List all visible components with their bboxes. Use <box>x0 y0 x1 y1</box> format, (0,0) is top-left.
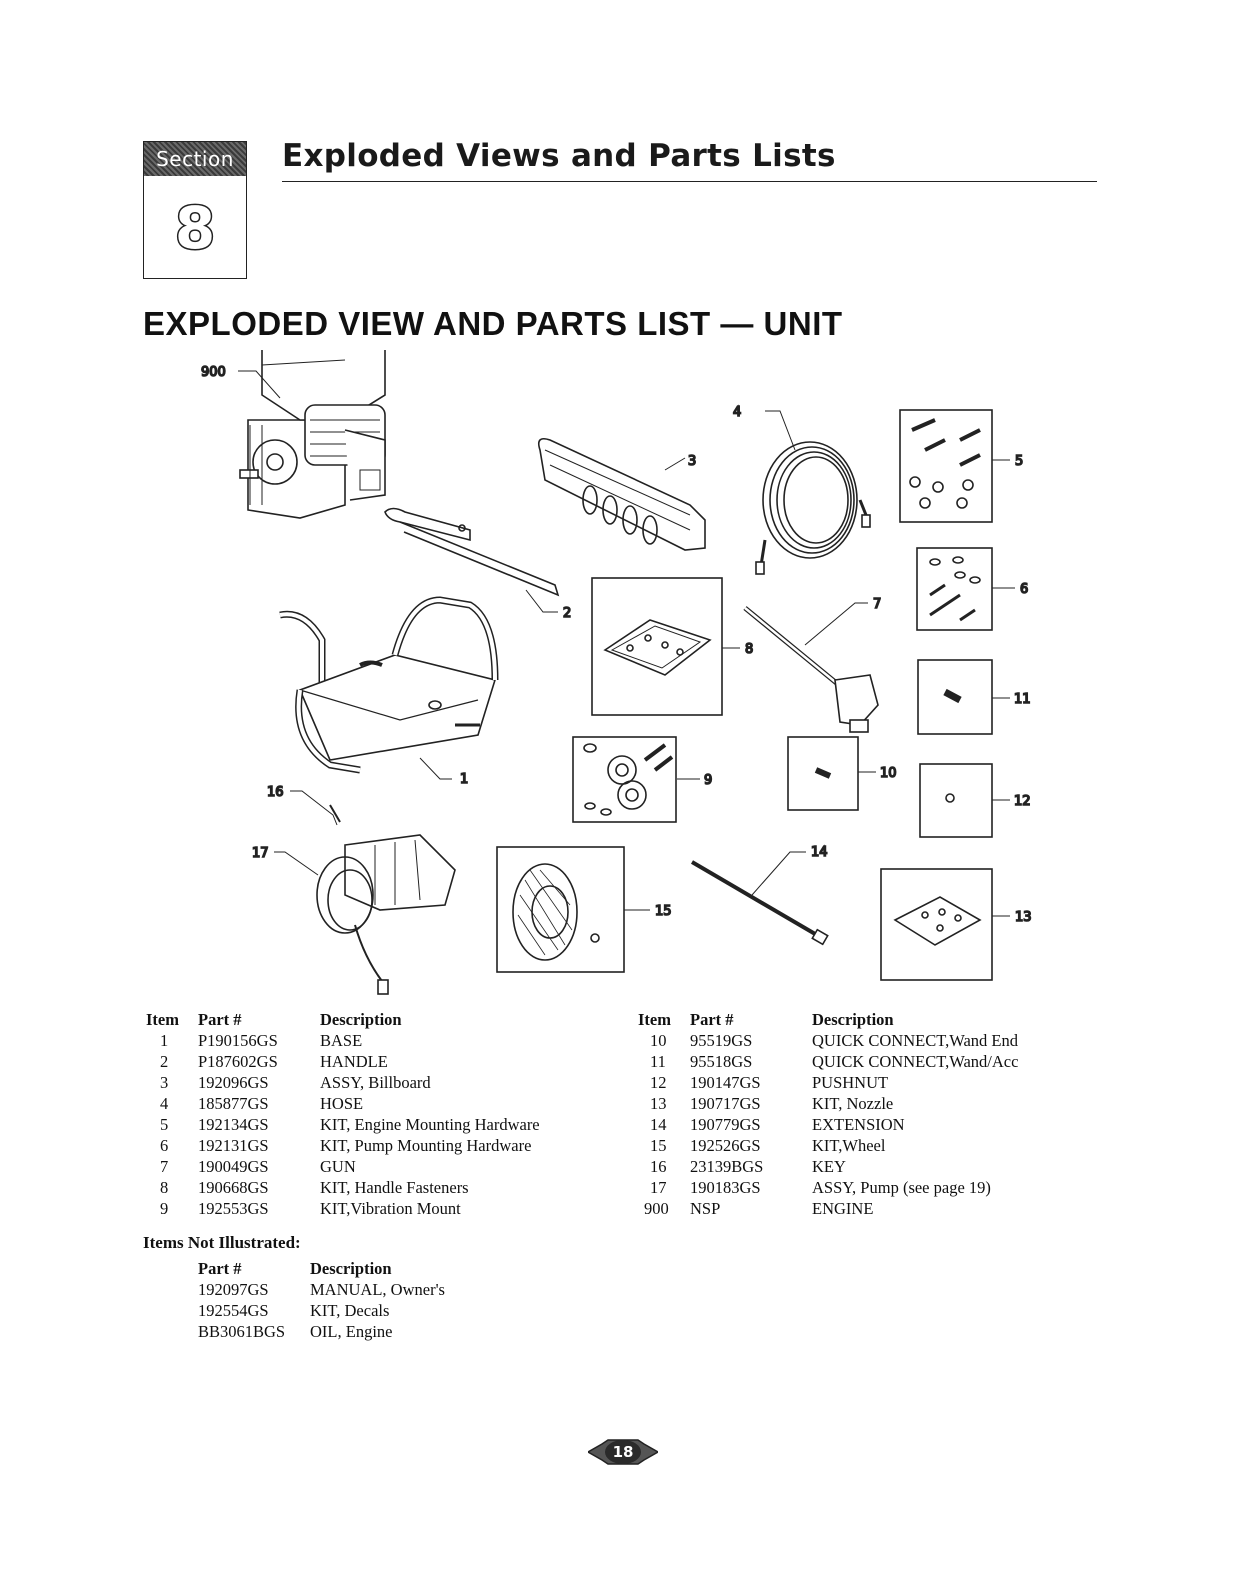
part-description: KIT,Wheel <box>812 1136 886 1155</box>
section-tab-label: Section <box>144 142 246 176</box>
callout-2: 2 <box>563 606 572 621</box>
page-title: EXPLODED VIEW AND PARTS LIST — UNIT <box>143 305 843 342</box>
part-description: KIT, Nozzle <box>812 1094 894 1113</box>
hose-illustration <box>756 442 870 574</box>
part-description: KIT, Decals <box>310 1301 390 1320</box>
exploded-view-diagram <box>0 350 1245 1010</box>
part-number: 192134GS <box>198 1115 269 1134</box>
item-number: 1 <box>160 1031 169 1050</box>
item-number: 2 <box>160 1052 169 1071</box>
part-description: ASSY, Billboard <box>320 1073 431 1092</box>
part-number: 190717GS <box>690 1094 761 1113</box>
part-description: MANUAL, Owner's <box>310 1280 445 1299</box>
callout-3: 3 <box>688 454 697 469</box>
item-number: 13 <box>650 1094 667 1113</box>
part-description: EXTENSION <box>812 1115 905 1134</box>
item-number: 11 <box>650 1052 666 1071</box>
header-item: Item <box>146 1010 179 1029</box>
pushnut-box <box>920 764 992 837</box>
part-number: 95519GS <box>690 1031 753 1050</box>
billboard-illustration <box>539 439 705 550</box>
part-description: PUSHNUT <box>812 1073 889 1092</box>
part-description: ASSY, Pump (see page 19) <box>812 1178 991 1197</box>
part-description: HANDLE <box>320 1052 388 1071</box>
part-description: KIT,Vibration Mount <box>320 1199 461 1218</box>
part-description: GUN <box>320 1157 356 1176</box>
header-part: Part # <box>198 1010 242 1029</box>
callout-4: 4 <box>733 405 742 420</box>
pump-illustration <box>317 805 455 994</box>
base-illustration <box>280 600 495 770</box>
header-part: Part # <box>690 1010 734 1029</box>
header-part: Part # <box>198 1259 242 1278</box>
part-number: 192553GS <box>198 1199 269 1218</box>
gun-illustration <box>745 608 878 732</box>
quick-connect-wand-end-box <box>788 737 858 810</box>
part-number: 190668GS <box>198 1178 269 1197</box>
page-header-title: Exploded Views and Parts Lists <box>282 138 836 174</box>
item-number: 6 <box>160 1136 169 1155</box>
engine-illustration <box>240 350 385 518</box>
item-number: 4 <box>160 1094 169 1113</box>
item-number: 3 <box>160 1073 169 1092</box>
table-header-row <box>0 1010 640 1031</box>
section-badge <box>143 141 247 279</box>
item-number: 900 <box>644 1199 669 1218</box>
wheel-kit-box <box>497 847 624 972</box>
header-description: Description <box>310 1259 392 1278</box>
page-number: 18 <box>612 1443 634 1461</box>
part-number: 95518GS <box>690 1052 753 1071</box>
callout-14: 14 <box>811 845 828 860</box>
callout-9: 9 <box>704 773 713 788</box>
part-description: QUICK CONNECT,Wand End <box>812 1031 1018 1050</box>
extension-illustration <box>692 862 828 944</box>
part-description: KIT, Engine Mounting Hardware <box>320 1115 540 1134</box>
part-number: 192096GS <box>198 1073 269 1092</box>
callout-1: 1 <box>460 772 469 787</box>
part-number: NSP <box>690 1199 721 1218</box>
callout-13: 13 <box>1015 910 1032 925</box>
callout-15: 15 <box>655 904 672 919</box>
handle-illustration <box>385 509 558 596</box>
part-description: OIL, Engine <box>310 1322 393 1341</box>
item-number: 10 <box>650 1031 667 1050</box>
part-number: P190156GS <box>198 1031 278 1050</box>
callout-8: 8 <box>745 642 754 657</box>
callout-11: 11 <box>1014 692 1031 707</box>
item-number: 8 <box>160 1178 169 1197</box>
part-number: 190183GS <box>690 1178 761 1197</box>
callout-7: 7 <box>873 597 882 612</box>
part-description: BASE <box>320 1031 363 1050</box>
callout-16: 16 <box>267 785 284 800</box>
callout-6: 6 <box>1020 582 1029 597</box>
part-number: 190049GS <box>198 1157 269 1176</box>
item-number: 7 <box>160 1157 169 1176</box>
part-number: 192131GS <box>198 1136 269 1155</box>
callout-5: 5 <box>1015 454 1024 469</box>
part-description: KIT, Pump Mounting Hardware <box>320 1136 532 1155</box>
part-description: HOSE <box>320 1094 364 1113</box>
item-number: 14 <box>650 1115 667 1134</box>
header-description: Description <box>320 1010 402 1029</box>
item-number: 5 <box>160 1115 169 1134</box>
part-number: 23139BGS <box>690 1157 764 1176</box>
part-number: 192554GS <box>198 1301 269 1320</box>
engine-mounting-hardware-box <box>900 410 992 522</box>
callout-10: 10 <box>880 766 897 781</box>
part-number: BB3061BGS <box>198 1322 286 1341</box>
pump-mounting-hardware-box <box>917 548 992 630</box>
part-number: 190147GS <box>690 1073 761 1092</box>
header-item: Item <box>638 1010 671 1029</box>
item-number: 15 <box>650 1136 667 1155</box>
vibration-mount-box <box>573 737 676 822</box>
page-number-badge <box>588 1438 658 1466</box>
part-description: KIT, Handle Fasteners <box>320 1178 469 1197</box>
part-number: 192097GS <box>198 1280 269 1299</box>
item-number: 9 <box>160 1199 169 1218</box>
callout-17: 17 <box>252 846 269 861</box>
part-number: 190779GS <box>690 1115 761 1134</box>
item-number: 16 <box>650 1157 667 1176</box>
part-number: 192526GS <box>690 1136 761 1155</box>
item-number: 12 <box>650 1073 667 1092</box>
part-number: 185877GS <box>198 1094 269 1113</box>
header-divider <box>282 181 1097 182</box>
section-number: 8 <box>174 194 216 262</box>
nozzle-kit-box <box>881 869 992 980</box>
header-description: Description <box>812 1010 894 1029</box>
items-not-illustrated-title: Items Not Illustrated: <box>143 1233 301 1252</box>
part-description: KEY <box>812 1157 846 1176</box>
part-description: QUICK CONNECT,Wand/Acc <box>812 1052 1019 1071</box>
callout-900: 900 <box>201 365 226 380</box>
part-number: P187602GS <box>198 1052 278 1071</box>
item-number: 17 <box>650 1178 667 1197</box>
handle-fasteners-box <box>592 578 722 715</box>
callout-12: 12 <box>1014 794 1031 809</box>
part-description: ENGINE <box>812 1199 874 1218</box>
quick-connect-wand-acc-box <box>918 660 992 734</box>
